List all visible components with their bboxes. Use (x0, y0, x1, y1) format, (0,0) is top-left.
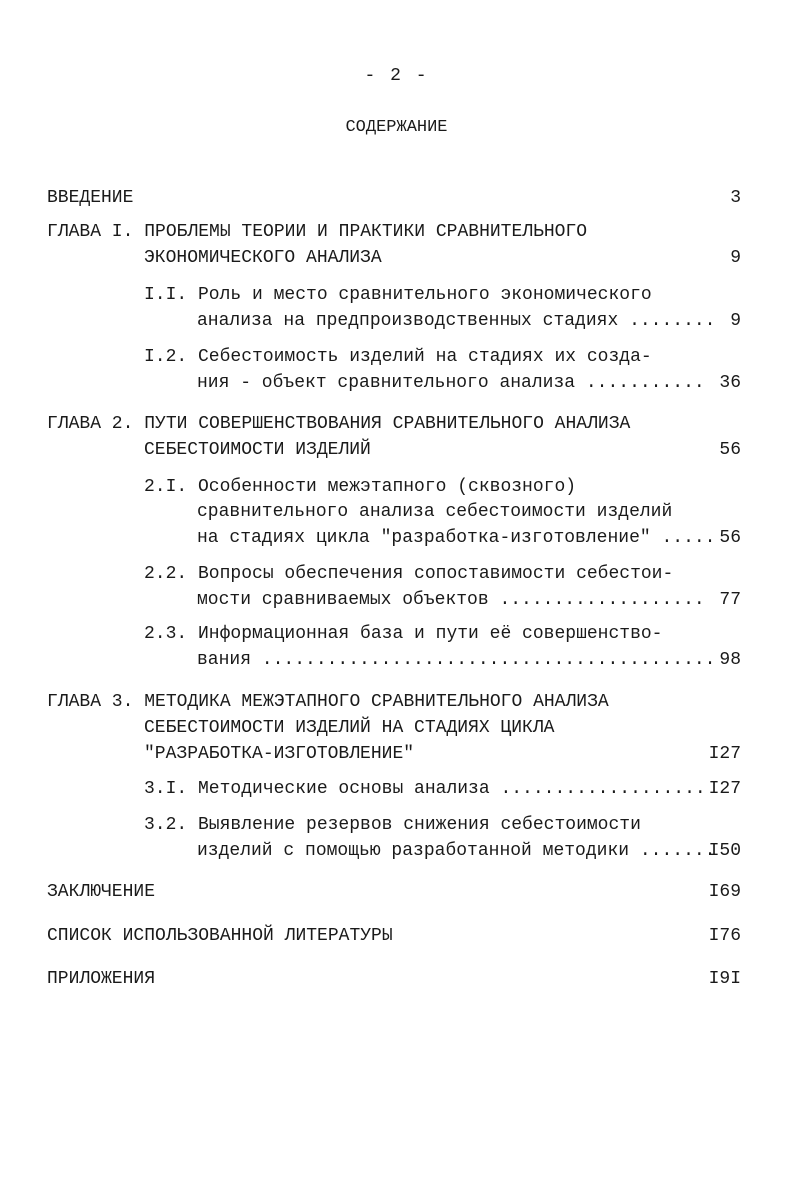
section-title-cont: сравнительного анализа себестоимости изделий (197, 502, 673, 522)
chapter-heading: ГЛАВА I. ПРОБЛЕМЫ ТЕОРИИ И ПРАКТИКИ СРАВНИТЕЛЬНОГО (47, 222, 588, 242)
page-number: - 2 - (364, 66, 429, 86)
entry-page: 9 (730, 311, 741, 331)
section-title: 2.2. Вопросы обеспечения сопоставимости себестои- (144, 564, 674, 584)
chapter-heading-cont: СЕБЕСТОИМОСТИ ИЗДЕЛИЙ (144, 440, 371, 460)
entry-page: I50 (708, 841, 741, 861)
entry-page: 56 (719, 440, 741, 460)
section-title-cont: вания .......................................... (197, 650, 716, 670)
section-title: 2.3. Информационная база и пути её совершенство- (144, 624, 663, 644)
section-title: I.I. Роль и место сравнительного экономического (144, 285, 652, 305)
section-title-cont: изделий с помощью разработанной методики ....... (197, 841, 716, 861)
chapter-heading: ГЛАВА 3. МЕТОДИКА МЕЖЭТАПНОГО СРАВНИТЕЛЬНОГО АНАЛИЗА (47, 692, 609, 712)
section-title: 2.I. Особенности межэтапного (сквозного) (144, 477, 577, 497)
section-title: 3.2. Выявление резервов снижения себестоимости (144, 815, 641, 835)
entry-page: 3 (730, 188, 741, 208)
chapter-heading-cont: "РАЗРАБОТКА-ИЗГОТОВЛЕНИЕ" (144, 744, 415, 764)
entry-label: ВВЕДЕНИЕ (47, 188, 134, 208)
entry-page: 9 (730, 248, 741, 268)
entry-page: I27 (708, 744, 741, 764)
chapter-heading: ГЛАВА 2. ПУТИ СОВЕРШЕНСТВОВАНИЯ СРАВНИТЕЛЬНОГО АНАЛИЗА (47, 414, 631, 434)
entry-page: I76 (708, 926, 741, 946)
entry-page: I9I (708, 969, 741, 989)
section-title: I.2. Себестоимость изделий на стадиях их созда- (144, 347, 652, 367)
entry-label: ЗАКЛЮЧЕНИЕ (47, 882, 156, 902)
entry-label: ПРИЛОЖЕНИЯ (47, 969, 156, 989)
toc-title: СОДЕРЖАНИЕ (345, 118, 448, 137)
entry-page: I27 (708, 779, 741, 799)
chapter-heading-cont: ЭКОНОМИЧЕСКОГО АНАЛИЗА (144, 248, 382, 268)
entry-page: 36 (719, 373, 741, 393)
entry-page: I69 (708, 882, 741, 902)
section-title-cont: на стадиях цикла "разработка-изготовление" ..... (197, 528, 716, 548)
section-title-cont: ния - объект сравнительного анализа ........... (197, 373, 705, 393)
section-title-cont: анализа на предпроизводственных стадиях ........ (197, 311, 716, 331)
entry-page: 77 (719, 590, 741, 610)
section-title: 3.I. Методические основы анализа ................... (144, 779, 706, 799)
entry-page: 56 (719, 528, 741, 548)
entry-label: СПИСОК ИСПОЛЬЗОВАННОЙ ЛИТЕРАТУРЫ (47, 926, 393, 946)
entry-page: 98 (719, 650, 741, 670)
chapter-heading-cont: СЕБЕСТОИМОСТИ ИЗДЕЛИЙ НА СТАДИЯХ ЦИКЛА (144, 718, 555, 738)
section-title-cont: мости сравниваемых объектов ................... (197, 590, 705, 610)
